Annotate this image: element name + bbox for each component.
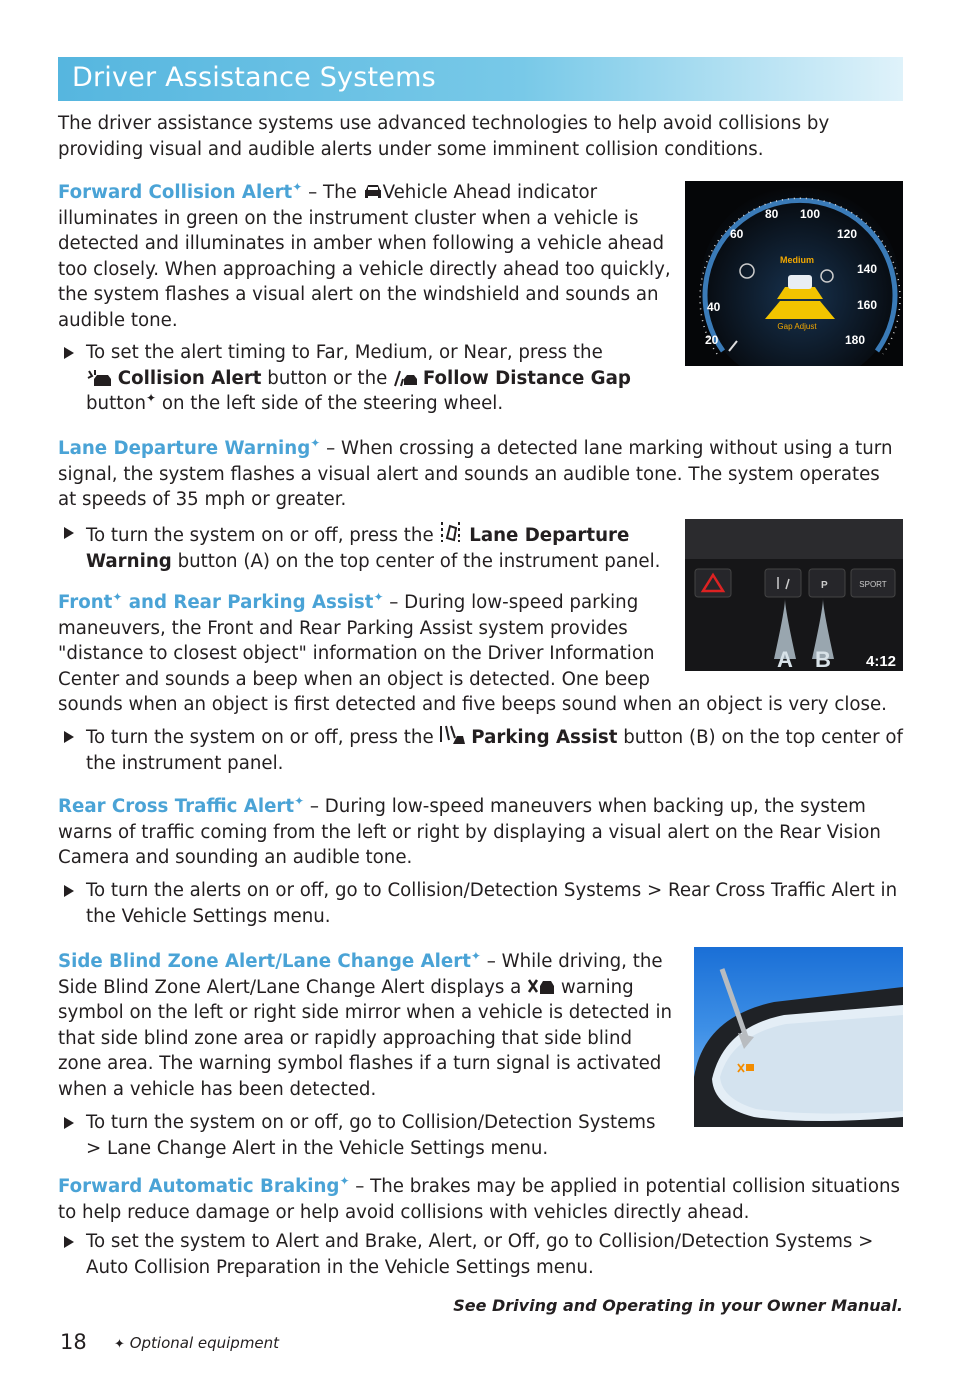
sbza-bullet: To turn the system on or off, go to Collision/Detection Systems > Lane Change Alert in the Vehicle Settings menu. bbox=[86, 1112, 656, 1159]
fab-text: – The brakes may be applied in potential collision situations to help reduce damage or help avoid collisions with vehicles directly ahead. bbox=[58, 1176, 900, 1223]
medium-label: Medium bbox=[779, 255, 815, 265]
speed-tick: 100 bbox=[800, 207, 821, 221]
optional-star-icon: ✦ bbox=[112, 589, 123, 604]
rcta-text: – During low-speed maneuvers when backing up, the system warns of traffic coming from the left or right by displaying a visual alert on the Rear Vision Camera and sounding an audible tone. bbox=[58, 796, 881, 869]
bullet-arrow-icon bbox=[64, 1236, 74, 1248]
lane-departure-label: Lane Departure Warning bbox=[86, 525, 630, 572]
bullet-arrow-icon bbox=[64, 1117, 74, 1129]
frpa-paragraph bbox=[58, 590, 903, 718]
frpa-bullet bbox=[86, 724, 903, 776]
rcta-bullet: To turn the alerts on or off, go to Collision/Detection Systems > Rear Cross Traffic Alert in the Vehicle Settings menu. bbox=[86, 880, 898, 927]
optional-star-icon: ✦ bbox=[146, 391, 157, 406]
optional-star-icon: ✦ bbox=[292, 179, 303, 194]
optional-equipment-label: Optional equipment bbox=[129, 1334, 280, 1352]
page-number: 18 bbox=[60, 1330, 87, 1354]
bullet-arrow-icon bbox=[64, 885, 74, 897]
fca-text: – The bbox=[302, 182, 363, 203]
ldw-bullet-text: To turn the system on or off, press the bbox=[86, 525, 440, 546]
instrument-cluster-photo bbox=[685, 181, 903, 366]
blind-zone-warning-icon bbox=[527, 978, 555, 996]
fca-paragraph bbox=[58, 180, 673, 334]
callout-b-label: B bbox=[815, 647, 831, 671]
speed-tick: 40 bbox=[707, 300, 721, 314]
parking-assist-icon bbox=[439, 724, 465, 746]
fca-bullet-text: To set the alert timing to Far, Medium, or Near, press the bbox=[86, 342, 603, 363]
park-button-label: P bbox=[821, 580, 828, 591]
bullet-arrow-icon bbox=[64, 527, 74, 539]
sbza-text-cont: warning symbol on the left or right side mirror when a vehicle is detected in that side blind zone area or rapidly approaching that side blind zone area. The warning symbol flashes if a turn signal is activated when a vehicle has been detected. bbox=[58, 976, 673, 1100]
frpa-text-visible: – During low-speed parking maneuvers, the Front and Rear Parking Assist system provides "distance to closest object" information on the Driver Information Center and sounds a beep when an object is detected. One beep sounds when an object is first detected and five beeps sound when an object is very close. bbox=[58, 592, 887, 716]
speed-tick: 180 bbox=[845, 333, 866, 347]
follow-gap-label: Follow Distance Gap bbox=[422, 367, 631, 389]
clock-display: 4:12 bbox=[865, 653, 897, 670]
optional-star-icon: ✦ bbox=[310, 435, 321, 450]
callout-a-label: A bbox=[777, 647, 793, 671]
follow-distance-gap-icon bbox=[393, 369, 417, 387]
vehicle-ahead-icon bbox=[363, 183, 383, 201]
frpa-heading-cont: and Rear Parking Assist bbox=[122, 592, 374, 613]
speed-tick: 120 bbox=[837, 227, 858, 241]
fab-heading: Forward Automatic Braking bbox=[58, 1176, 340, 1197]
sbza-text: – While driving, the Side Blind Zone Alert/Lane Change Alert displays a bbox=[58, 951, 663, 998]
fca-text-cont: Vehicle Ahead indicator illuminates in green on the instrument cluster when a vehicle is detected and illuminates in amber when following a vehicle ahead too closely. When approaching a vehicle directly ahead too quickly, the system flashes a visual alert on the windshield and sounds an audible tone. bbox=[58, 182, 671, 331]
optional-star-icon: ✦ bbox=[470, 948, 481, 963]
speed-tick: 160 bbox=[857, 298, 878, 312]
see-owner-manual-note: See Driving and Operating in your Owner Manual. bbox=[453, 1296, 903, 1315]
sbza-heading: Side Blind Zone Alert/Lane Change Alert bbox=[58, 951, 471, 972]
side-mirror-photo bbox=[694, 947, 903, 1127]
frpa-bullet-text: To turn the system on or off, press the bbox=[86, 727, 440, 748]
ldw-paragraph bbox=[58, 436, 903, 513]
fca-bullet-or: button or the bbox=[261, 367, 394, 389]
speed-tick: 60 bbox=[730, 227, 744, 241]
parking-assist-label: Parking Assist bbox=[471, 727, 618, 748]
fca-bullet-button: button bbox=[86, 393, 146, 415]
collision-alert-label: Collision Alert bbox=[117, 367, 262, 389]
lane-departure-icon bbox=[439, 520, 463, 544]
photo-spacer bbox=[673, 590, 903, 692]
frpa-bullet-end: button (B) on the top center of the instrument panel. bbox=[86, 727, 903, 774]
section-header-bar bbox=[58, 57, 903, 101]
sbza-paragraph bbox=[58, 949, 676, 1103]
section-title: Driver Assistance Systems bbox=[72, 62, 436, 93]
bullet-arrow-icon bbox=[64, 731, 74, 743]
optional-equipment-note bbox=[114, 1334, 279, 1352]
ldw-text: – When crossing a detected lane marking without using a turn signal, the system flashes a visual alert and sounds an audible tone. The system operates at speeds of 35 mph or greater. bbox=[58, 438, 893, 511]
rcta-paragraph bbox=[58, 794, 903, 871]
speed-tick: 20 bbox=[705, 333, 719, 347]
ldw-bullet bbox=[86, 520, 676, 574]
ldw-bullet-end: button (A) on the top center of the instrument panel. bbox=[171, 550, 661, 572]
optional-star-icon: ✦ bbox=[294, 793, 305, 808]
fca-bullet bbox=[86, 340, 671, 417]
speed-tick: 140 bbox=[857, 262, 878, 276]
speed-tick: 80 bbox=[765, 207, 779, 221]
optional-star-icon: ✦ bbox=[373, 589, 384, 604]
frpa-heading: Front bbox=[58, 592, 113, 613]
collision-alert-icon bbox=[86, 369, 112, 387]
fab-bullet: To set the system to Alert and Brake, Alert, or Off, go to Collision/Detection Systems > Auto Collision Preparation in the Vehicle Settings menu. bbox=[86, 1231, 874, 1278]
rcta-heading: Rear Cross Traffic Alert bbox=[58, 796, 295, 817]
intro-text: The driver assistance systems use advanced technologies to help avoid collisions by providing visual and audible alerts under some imminent collision conditions. bbox=[58, 113, 830, 160]
fab-paragraph bbox=[58, 1174, 903, 1225]
ldw-heading: Lane Departure Warning bbox=[58, 438, 311, 459]
optional-star-icon: ✦ bbox=[339, 1173, 350, 1188]
gap-adjust-label: Gap Adjust bbox=[777, 322, 817, 331]
bullet-arrow-icon bbox=[64, 347, 74, 359]
sport-button-label: SPORT bbox=[859, 580, 887, 589]
fca-bullet-end: on the left side of the steering wheel. bbox=[156, 393, 504, 415]
fca-heading: Forward Collision Alert bbox=[58, 182, 293, 203]
optional-star-icon: ✦ bbox=[114, 1337, 125, 1352]
